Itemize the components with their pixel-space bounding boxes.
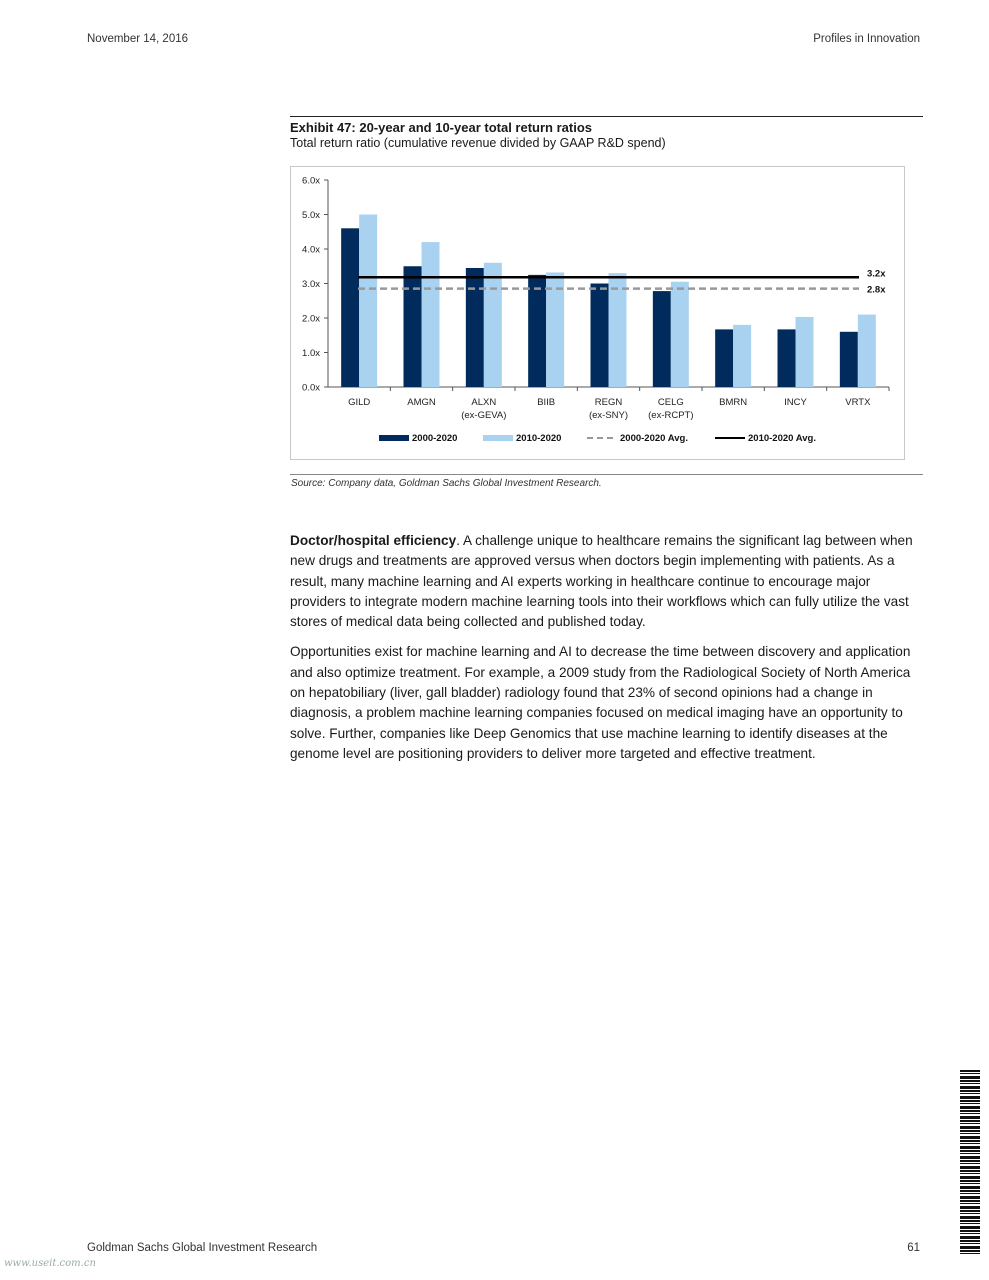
- bar-chart: [291, 167, 904, 459]
- bar-2010-2020: [484, 263, 502, 387]
- bar-2010-2020: [359, 215, 377, 388]
- y-tick-label: 6.0x: [302, 175, 320, 187]
- x-tick-label: VRTX: [845, 397, 871, 408]
- exhibit-source: Source: Company data, Goldman Sachs Global Investment Research.: [291, 478, 602, 489]
- avg-line-label: 3.2x: [867, 268, 886, 280]
- header-series: Profiles in Innovation: [813, 33, 920, 45]
- bar-2000-2020: [591, 284, 609, 388]
- y-tick-label: 2.0x: [302, 313, 320, 325]
- y-tick-label: 1.0x: [302, 348, 320, 359]
- x-tick-label: CELG: [657, 397, 684, 408]
- exhibit-bottom-rule: [290, 474, 923, 475]
- paragraph-1-text: . A challenge unique to healthcare remains the significant lag between when new drugs and treatments are approved versus when doctors begin implementing with patients. As a result, many machine learning and AI experts working in healthcare continue to encourage major providers to integrate modern machine learning tools into their workflows which can fully utilize the vast stores of medical data being collected and published today.: [290, 533, 913, 630]
- bar-2000-2020: [404, 266, 422, 387]
- legend-label: 2000-2020: [412, 433, 458, 444]
- x-tick-sublabel: (ex-GEVA): [461, 410, 507, 421]
- footer-publisher: Goldman Sachs Global Investment Research: [87, 1242, 318, 1254]
- barcode-icon: [960, 1070, 980, 1256]
- bar-2010-2020: [671, 282, 689, 387]
- y-tick-label: 3.0x: [302, 279, 320, 290]
- y-tick-label: 5.0x: [302, 210, 320, 221]
- bar-2010-2020: [422, 242, 440, 387]
- legend-label: 2010-2020 Avg.: [748, 433, 816, 444]
- legend-swatch: [379, 435, 409, 441]
- legend-label: 2010-2020: [516, 433, 562, 444]
- x-tick-label: GILD: [348, 397, 371, 408]
- bar-2010-2020: [796, 317, 814, 387]
- paragraph-2: Opportunities exist for machine learning and AI to decrease the time between discovery and application and also optimize treatment. For example, a 2009 study from the Radiological Society of North America on hepatobiliary (liver, gall bladder) radiology found that 23% of second opinions had a change in diagnosis, a problem machine learning companies focused on medical imaging have an opportunity to solve. Further, companies like Deep Genomics that use machine learning to identify diseases at the genome level are positioning providers to deliver more targeted and effective treatment.: [290, 644, 911, 761]
- chart-frame: [290, 166, 905, 460]
- bar-2000-2020: [466, 268, 484, 387]
- legend-swatch: [483, 435, 513, 441]
- header-date: November 14, 2016: [87, 33, 189, 45]
- body-text: [290, 531, 923, 774]
- bar-2000-2020: [341, 228, 359, 387]
- x-tick-label: BMRN: [719, 397, 748, 408]
- legend-label: 2000-2020 Avg.: [620, 433, 688, 444]
- bar-2000-2020: [840, 332, 858, 387]
- x-tick-label: AMGN: [407, 397, 436, 408]
- bar-2010-2020: [609, 273, 627, 387]
- x-tick-label: REGN: [594, 397, 623, 408]
- bar-2010-2020: [733, 325, 751, 387]
- paragraph-1: [290, 531, 923, 632]
- footer-page-number: 61: [907, 1242, 920, 1254]
- bar-2000-2020: [778, 329, 796, 387]
- exhibit-47: [290, 116, 923, 489]
- exhibit-subtitle: Total return ratio (cumulative revenue divided by GAAP R&D spend): [290, 136, 666, 150]
- x-tick-sublabel: (ex-RCPT): [648, 410, 694, 421]
- paragraph-1-lead: Doctor/hospital efficiency: [290, 533, 457, 548]
- exhibit-title: Exhibit 47: 20-year and 10-year total return ratios: [290, 120, 592, 135]
- bar-2000-2020: [715, 329, 733, 387]
- exhibit-top-rule: [290, 116, 923, 117]
- watermark: www.useit.com.cn: [4, 1258, 96, 1269]
- x-tick-label: ALXN: [471, 397, 497, 408]
- avg-line-label: 2.8x: [867, 284, 886, 296]
- bar-2000-2020: [528, 275, 546, 387]
- x-tick-label: INCY: [784, 397, 807, 408]
- y-tick-label: 4.0x: [302, 244, 320, 256]
- x-tick-label: BIIB: [537, 397, 556, 408]
- bar-2000-2020: [653, 291, 671, 387]
- y-tick-label: 0.0x: [302, 382, 320, 394]
- bar-2010-2020: [858, 315, 876, 387]
- x-tick-sublabel: (ex-SNY): [588, 410, 629, 421]
